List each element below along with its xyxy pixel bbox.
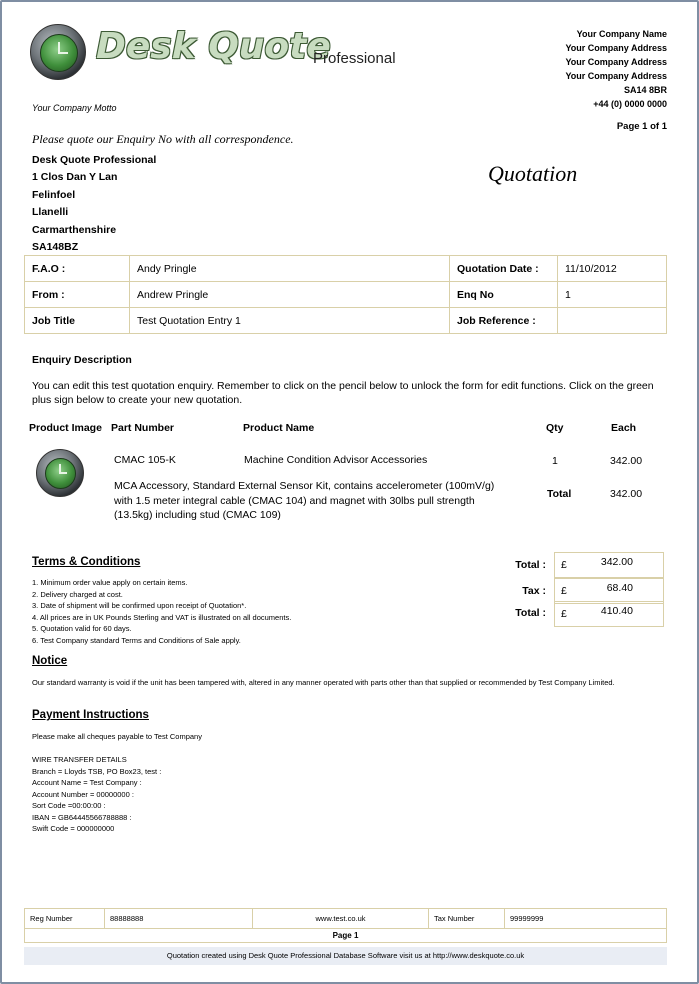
terms-item: 1. Minimum order value apply on certain items. [32,578,188,587]
address-line: Desk Quote Professional [32,154,157,166]
product-qty: 1 [552,455,558,467]
payment-line: Sort Code =00:00:00 : [32,801,106,810]
company-line: Your Company Name [576,29,667,39]
payment-line: IBAN = GB64445566788888 : [32,812,132,822]
address-line: 1 Clos Dan Y Lan [32,171,118,184]
col-header-name: Product Name [243,422,315,434]
terms-item: 4. All prices are in UK Pounds Sterling and VAT is illustrated on all documents. [32,612,292,622]
company-motto: Your Company Motto [32,103,117,113]
payment-line: Swift Code = 000000000 [32,824,115,833]
terms-list [32,577,291,646]
product-each: 342.00 [610,455,643,467]
job-title-label: Job Title [25,308,130,334]
enq-no-label: Enq No [450,282,558,308]
reg-number-label: Reg Number [25,909,105,929]
reg-number-value: 88888888 [105,909,253,929]
grand-total-value: 410.40 [600,605,633,617]
quotation-date-label: Quotation Date : [450,256,558,282]
col-header-each: Each [611,422,637,434]
logo-clock-icon [30,24,86,80]
company-line: +44 (0) 0000 0000 [593,99,667,109]
company-line: Your Company Address [565,43,667,53]
terms-item: 5. Quotation valid for 60 days. [32,624,132,633]
subtotal-box [554,552,664,578]
brand-suffix: Professional [313,50,396,67]
subtotal-value: 342.00 [600,556,633,568]
company-line: Your Company Address [565,57,667,67]
customer-address [32,152,156,256]
enquiry-text: You can edit this test quotation enquiry. Remember to click on the pencil below to unlock the form for edit functions. Click on the green plus sign below to create your new quotation. [32,380,654,406]
notice-text: Our standard warranty is void if the unit has been tampered with, altered in any manner operated with parts other than that supplied or recommended by Test Company Limited. [32,678,615,687]
from-value: Andrew Pringle [130,282,450,308]
footer-table [24,908,667,929]
tax-label: Tax : [522,585,546,597]
payment-line: WIRE TRANSFER DETAILS [32,755,127,764]
tax-number-label: Tax Number [429,909,505,929]
col-header-qty: Qty [546,422,564,434]
payment-line: Account Number = 00000000 : [32,789,134,799]
job-title-value: Test Quotation Entry 1 [130,308,450,334]
product-part-number: CMAC 105-K [114,454,176,466]
address-line: SA148BZ [32,241,79,254]
grand-total-box [554,601,664,627]
job-reference-label: Job Reference : [450,308,558,334]
currency-symbol: £ [561,559,567,571]
created-by-note: Quotation created using Desk Quote Professional Database Software visit us at http://www.deskquote.co.uk [24,947,667,965]
tax-number-value: 99999999 [505,909,667,929]
enquiry-title: Enquiry Description [32,354,132,366]
product-total-label: Total [547,488,572,500]
address-line: Felinfoel [32,188,76,201]
address-line: Carmarthenshire [32,223,117,236]
fao-label: F.A.O : [25,256,130,282]
tax-value: 68.40 [606,582,633,594]
from-label: From : [25,282,130,308]
currency-symbol: £ [561,608,567,620]
address-line: Llanelli [32,206,69,219]
company-line: Your Company Address [565,71,667,81]
wire-transfer-details [32,754,161,835]
enq-no-value: 1 [558,282,667,308]
please-quote-note: Please quote our Enquiry No with all correspondence. [32,132,294,146]
terms-item: 6. Test Company standard Terms and Conditions of Sale apply. [32,635,241,645]
product-clock-icon [36,449,84,497]
payment-title: Payment Instructions [32,709,149,721]
fao-value: Andy Pringle [130,256,450,282]
job-reference-value [558,308,667,334]
company-line: SA14 8BR [623,85,667,95]
currency-symbol: £ [561,585,567,597]
footer-website: www.test.co.uk [253,909,429,929]
payment-line: Account Name = Test Company : [32,778,142,787]
page-of: Page 1 of 1 [616,121,667,132]
terms-item: 3. Date of shipment will be confirmed upon receipt of Quotation*. [32,601,247,610]
notice-title: Notice [32,655,68,667]
product-name: Machine Condition Advisor Accessories [244,454,428,466]
grand-total-label: Total : [515,607,546,619]
col-header-part: Part Number [111,422,175,434]
subtotal-label: Total : [515,559,546,571]
quotation-date-value: 11/10/2012 [558,256,667,282]
terms-title: Terms & Conditions [32,556,141,568]
product-total-value: 342.00 [610,488,643,500]
document-title: Quotation [488,161,578,186]
payment-cheques: Please make all cheques payable to Test Company [32,732,202,741]
footer-page-number: Page 1 [24,929,667,943]
terms-item: 2. Delivery charged at cost. [32,589,123,599]
product-description: MCA Accessory, Standard External Sensor Kit, contains accelerometer (100mV/g) with 1.5 meter integral cable (CMAC 104) and magnet with 30lbs pull strength (13.5kg) including stud (CMAC 109) [114,480,495,521]
company-details [565,27,667,111]
quote-info-table [24,255,667,334]
col-header-image: Product Image [29,422,102,434]
brand-name: Desk Quote [96,26,331,67]
payment-line: Branch = Lloyds TSB, PO Box23, test : [32,766,162,776]
